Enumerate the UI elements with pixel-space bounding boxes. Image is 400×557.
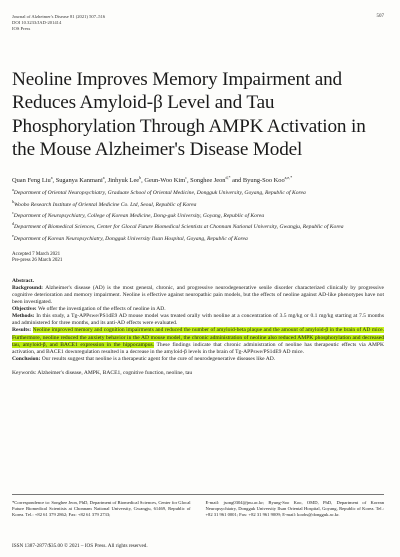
affiliation-text: Woobo Research Institute of Oriental Medicine Co. Ltd, Seoul, Republic of Korea xyxy=(14,201,197,208)
page-number: 507 xyxy=(376,14,384,19)
affiliation-mark: a xyxy=(12,187,14,193)
affiliation-mark: b xyxy=(12,198,14,204)
affiliation-item xyxy=(12,198,384,209)
affiliation-mark: c xyxy=(12,209,14,215)
affiliation-item xyxy=(12,209,384,220)
correspondence-footnote xyxy=(12,494,384,518)
affiliation-list xyxy=(12,186,384,243)
conclusion-text: Our results suggest that neoline is a therapeutic agent for the cure of neurodegenerative diseases like AD. xyxy=(40,355,276,362)
background-text: Alzheimer's disease (AD) is the most general, chronic, and progressive neurodegenerative senile disorder characterized clinically by progressive cognitive deterioration and memory impairment. Neoline is effective against neuropathic pain models, but the effects of neoline against AD-like phenotypes have not been investigated. xyxy=(12,284,384,306)
affiliation-text: Department of Korean Neuropsychiatry, Dongguk University Ilsan Hospital, Goyang, Republic of Korea xyxy=(13,235,248,242)
author-affiliation-mark: b xyxy=(139,174,142,180)
methods-label: Methods: xyxy=(12,313,35,320)
author-affiliation-mark: a xyxy=(102,174,105,180)
results-highlight-green: Furthermore, neoline reduced the anxiety behavior in the AD mouse model, the chronic administration of neoline also reduced AMPK phosphorylation and decreased tau, amyloid-β, and BACE1 expression in the hippocampus. xyxy=(12,334,384,348)
journal-publisher: IOS Press xyxy=(12,26,31,31)
author-name: Songhee Jeon xyxy=(190,176,226,184)
background-label: Background: xyxy=(12,284,44,291)
author-separator: and xyxy=(230,176,243,184)
abstract-methods xyxy=(12,313,384,327)
affiliation-item xyxy=(12,186,384,197)
affiliation-text: Department of Oriental Neuropsychiatry, Graduate School of Oriental Medicine, Dongguk University, Goyang, Republic of Korea xyxy=(13,190,306,197)
paper-title: Neoline Improves Memory Impairment and Reduces Amyloid-β Level and Tau Phosphorylation Through AMPK Activation in the Mouse Alzheimer's Disease Model xyxy=(12,69,366,161)
author-separator: , xyxy=(104,176,108,184)
abstract xyxy=(12,278,384,363)
affiliation-mark: d xyxy=(12,221,14,227)
accepted-date: Accepted 7 March 2021 xyxy=(12,251,61,257)
publication-dates xyxy=(12,252,384,265)
affiliation-mark: e xyxy=(12,232,14,238)
affiliation-text: Department of Neuropsychiatry, College of Korean Medicine, Dong-guk University, Goyang, Republic of Korea xyxy=(13,212,265,219)
keywords: Keywords: Alzheimer's disease, AMPK, BACE1, cognitive function, neoline, tau xyxy=(12,369,193,376)
conclusion-label: Conclusion: xyxy=(12,355,41,362)
author-name: Quan Feng Liu xyxy=(12,176,51,184)
author-name: Jinhyuk Lee xyxy=(107,176,140,184)
author-affiliation-mark: d,* xyxy=(225,174,231,180)
abstract-results xyxy=(12,327,384,355)
author-name: Suganya Kanmani xyxy=(55,176,103,184)
author-affiliation-mark: a xyxy=(50,174,53,180)
objective-label: Objective: xyxy=(12,306,37,313)
author-separator: , xyxy=(186,176,191,184)
footnote-left: *Correspondence to: Songhee Jeon, PhD, Department of Biomedical Sciences, Center for Glocal Future Biomedical Scientists at Chonnam National University, Gwangju, 61469, Republic of Korea. Tel.: +82 61 379 2862; Fax: +82 61 379 2733; xyxy=(12,500,191,518)
journal-citation: Journal of Alzheimer's Disease 81 (2021) 507–516 xyxy=(12,14,106,19)
author-separator: , xyxy=(141,176,145,184)
results-highlight-yellow: Neoline improved memory and cognition impairments and reduced the number of amyloid-beta plaque and the amount of amyloid-β in the brain of AD mice. xyxy=(32,327,384,334)
abstract-conclusion xyxy=(12,356,384,363)
methods-text: In this study, a Tg-APPswe/PS1dE9 AD mouse model was treated orally with neoline at a concentration of 3.5 mg/kg or 0.1 mg/kg starting at 7.5 months and administered for three months, and its anti-AD effects were evaluated. xyxy=(12,313,384,327)
affiliation-text: Department of Biomedical Sciences, Center for Glocal Future Biomedical Scientists at Chonnam National University, Gwangju, Republic of Korea xyxy=(14,224,344,231)
results-label: Results: xyxy=(12,327,32,334)
journal-doi: DOI 10.3233/JAD-201414 xyxy=(12,20,62,25)
prepress-date: Pre-press 26 March 2021 xyxy=(12,258,63,264)
author-affiliation-mark: c xyxy=(185,174,187,180)
objective-text: We offer the investigation of the effects of neoline in AD. xyxy=(36,306,166,313)
affiliation-item xyxy=(12,232,384,243)
author-affiliation-mark: a,e,* xyxy=(284,174,293,180)
footnote-right: E-mail: jsong0304@jnu.ac.kr; Byung-Soo Koo, OMD, PhD, Department of Korean Neuropsychiatry, Dongguk University Ilsan Oriental Hospital, Goyang, Republic of Korea. Tel.: +82 31 961 0001; Fax: +82 31 961 9009; E-mail: koobs@dongguk.ac.kr. xyxy=(205,500,384,518)
author-list xyxy=(12,174,384,186)
abstract-background xyxy=(12,285,384,306)
journal-header xyxy=(12,14,384,32)
affiliation-item xyxy=(12,220,384,231)
abstract-heading: Abstract. xyxy=(12,277,35,284)
author-separator: , xyxy=(52,176,56,184)
author-name: Byung-Soo Koo xyxy=(242,176,285,184)
issn-line: ISSN 1387-2877/$35.00 © 2021 – IOS Press. All rights reserved. xyxy=(12,543,148,549)
author-name: Geun-Woo Kim xyxy=(144,176,186,184)
journal-info xyxy=(12,14,105,32)
results-text: These findings indicate that chronic administration of neoline has therapeutic effects via AMPK activation, and BACE1 downregulation resulted in a decrease in the amyloid-β levels in the brain of Tg-APPswe/PS1dE9 AD mice. xyxy=(12,341,384,355)
